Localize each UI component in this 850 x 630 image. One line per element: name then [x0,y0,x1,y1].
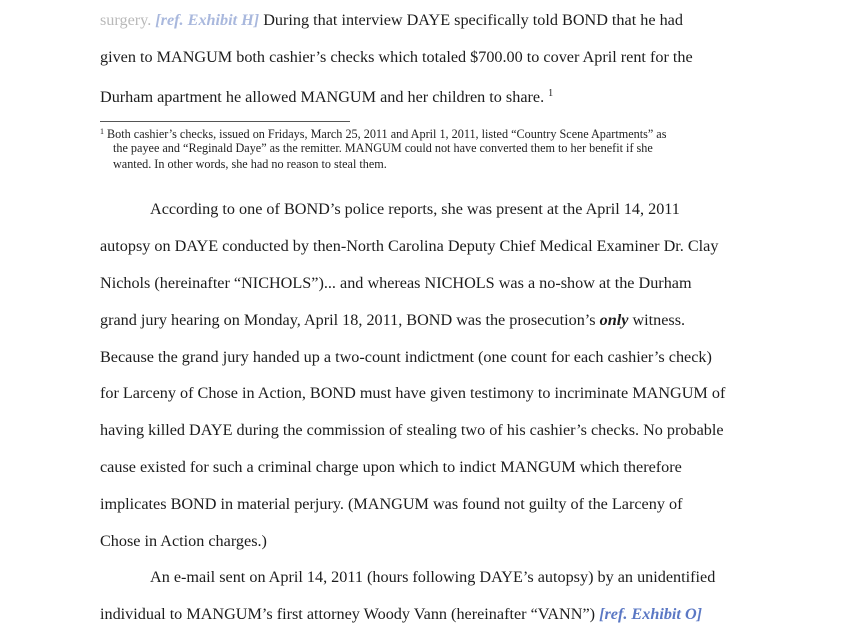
body-text: Durham apartment he allowed MANGUM and her children to share. [100,88,545,106]
footnote-text: Both cashier’s checks, issued on Fridays, March 25, 2011 and April 1, 2011, listed “Country Scene Apartments” as [107,127,667,141]
body-line-3 [100,84,553,107]
paragraph2-line-5: Because the grand jury handed up a two-count indictment (one count for each cashier’s check) [100,348,712,366]
paragraph3-line-1: An e-mail sent on April 14, 2011 (hours following DAYE’s autopsy) by an unidentified [150,568,716,586]
faded-text: surgery. [100,11,152,29]
paragraph2-line-8: cause existed for such a criminal charge upon which to indict MANGUM which therefore [100,458,682,476]
paragraph2-line-1: According to one of BOND’s police reports, she was present at the April 14, 2011 [150,200,680,218]
body-text: During that interview DAYE specifically told BOND that he had [263,11,683,29]
paragraph3-line-2 [100,604,702,624]
body-line-2: given to MANGUM both cashier’s checks which totaled $700.00 to cover April rent for the [100,48,693,66]
footnote-marker: 1 [100,127,104,136]
paragraph2-line-7: having killed DAYE during the commission of stealing two of his cashier’s checks. No probable [100,421,724,439]
paragraph2-line-10: Chose in Action charges.) [100,532,267,550]
paragraph2-line-4 [100,310,685,330]
footnote-line-2: the payee and “Reginald Daye” as the remitter. MANGUM could not have converted them to her benefit if she [113,141,653,155]
body-text: individual to MANGUM’s first attorney Woody Vann (hereinafter “VANN”) [100,605,596,623]
body-text: witness. [632,311,686,329]
exhibit-o-reference: [ref. Exhibit O] [599,605,703,623]
body-line-1 [100,10,683,30]
paragraph2-line-2: autopsy on DAYE conducted by then-North Carolina Deputy Chief Medical Examiner Dr. Clay [100,237,719,255]
footnote-separator [100,121,350,122]
footnote-line-3: wanted. In other words, she had no reason to steal them. [113,157,387,171]
paragraph2-line-6: for Larceny of Chose in Action, BOND must have given testimony to incriminate MANGUM of [100,384,726,402]
exhibit-h-reference: [ref. Exhibit H] [155,11,260,29]
footnote-reference: 1 [548,88,554,99]
paragraph2-line-3: Nichols (hereinafter “NICHOLS”)... and whereas NICHOLS was a no-show at the Durham [100,274,692,292]
paragraph2-line-9: implicates BOND in material perjury. (MANGUM was found not guilty of the Larceny of [100,495,683,513]
emphasized-word: only [599,311,629,329]
body-text: grand jury hearing on Monday, April 18, 2011, BOND was the prosecution’s [100,311,596,329]
